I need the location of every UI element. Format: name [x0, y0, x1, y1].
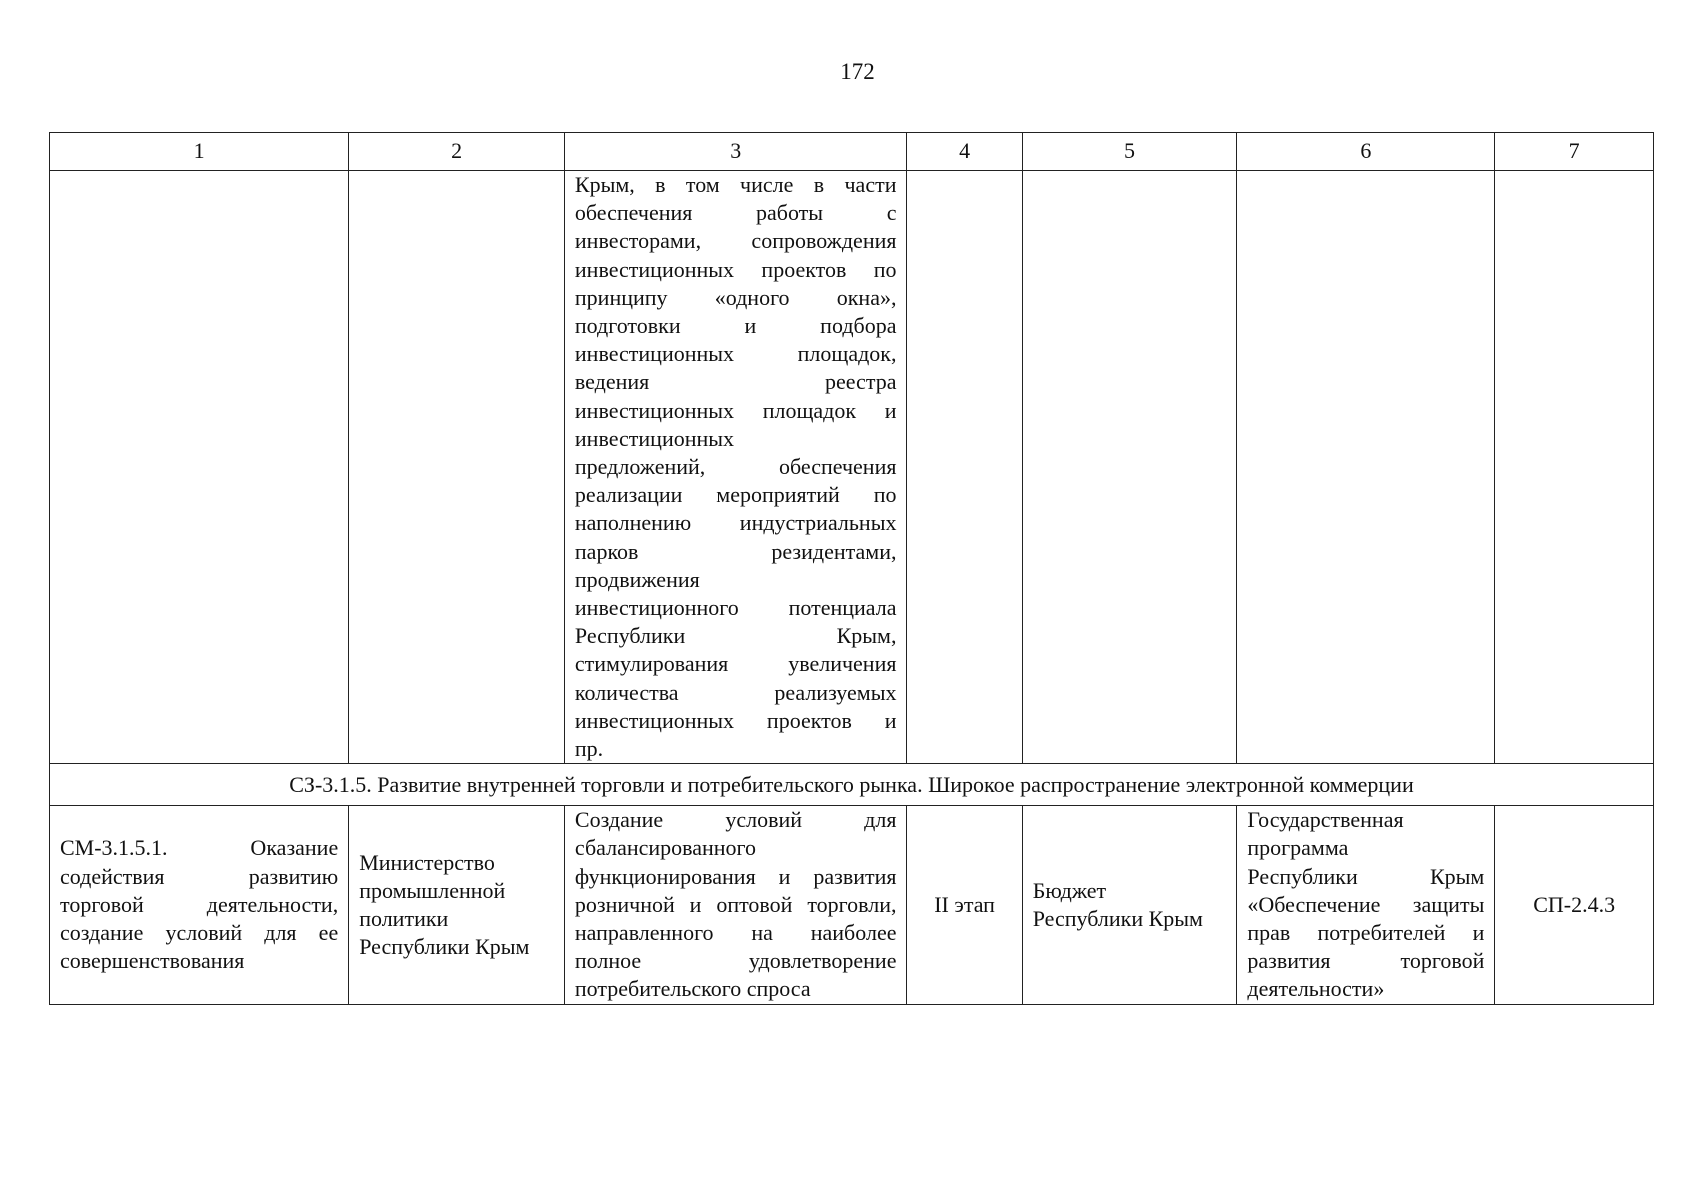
text-line: парков резидентами, — [574, 538, 897, 564]
text-line: ведения реестра — [574, 369, 897, 395]
continuation-cell-1 — [50, 171, 349, 764]
text-line: Республики Крым — [1247, 863, 1485, 889]
measure-name-cell — [50, 806, 349, 1004]
text-line: стимулирования увеличения — [574, 651, 897, 677]
text-line: политики — [359, 905, 449, 931]
measures-table — [49, 132, 1654, 1005]
text-line: инвестиционных проектов и — [574, 707, 897, 733]
section-row — [50, 764, 1654, 806]
column-number-7: 7 — [1495, 133, 1654, 171]
text-line: «Обеспечение защиты — [1247, 891, 1485, 917]
measure-row — [50, 806, 1654, 1004]
text-line: Республики Крым, — [574, 623, 897, 649]
page-number: 172 — [840, 59, 875, 84]
stage-cell: II этап — [907, 806, 1022, 1004]
text-line: обеспечения работы с — [574, 200, 897, 226]
reference-code-cell: СП-2.4.3 — [1495, 806, 1654, 1004]
continuation-row — [50, 171, 1654, 764]
column-number-1: 1 — [50, 133, 349, 171]
text-line: продвижения — [574, 566, 700, 592]
column-number-6: 6 — [1237, 133, 1495, 171]
text-line: создание условий для ее — [60, 920, 339, 946]
column-number-4: 4 — [907, 133, 1022, 171]
text-line: содействия развитию — [60, 863, 339, 889]
continuation-cell-7 — [1495, 171, 1654, 764]
text-line: инвесторами, сопровождения — [574, 228, 897, 254]
text-line: инвестиционных — [574, 425, 735, 451]
text-line: Министерство — [359, 849, 495, 875]
text-line: наполнению индустриальных — [574, 510, 897, 536]
text-line: количества реализуемых — [574, 679, 897, 705]
continuation-cell-3 — [564, 171, 907, 764]
text-line: программа — [1247, 835, 1349, 861]
text-line: Государственная — [1247, 807, 1404, 833]
text-line: направленного на наиболее — [574, 920, 897, 946]
section-title: СЗ-3.1.5. Развитие внутренней торговли и потребительского рынка. Широкое распространение электронной коммерции — [50, 764, 1654, 806]
text-line: потребительского спроса — [574, 976, 811, 1002]
expected-result-cell — [564, 806, 907, 1004]
text-line: развития торговой — [1247, 948, 1485, 974]
text-line: предложений, обеспечения — [574, 454, 897, 480]
text-line: полное удовлетворение — [574, 948, 897, 974]
text-line: инвестиционных площадок и — [574, 397, 897, 423]
text-line: реализации мероприятий по — [574, 482, 897, 508]
text-line: функционирования и развития — [574, 863, 897, 889]
text-line: торговой деятельности, — [60, 891, 339, 917]
text-line: розничной и оптовой торговли, — [574, 891, 897, 917]
funding-source-cell — [1022, 806, 1237, 1004]
program-cell — [1237, 806, 1495, 1004]
continuation-cell-5 — [1022, 171, 1237, 764]
text-line: Создание условий для — [574, 807, 897, 833]
text-line: совершенствования — [60, 948, 245, 974]
text-line: СМ-3.1.5.1. Оказание — [60, 835, 339, 861]
continuation-cell-2 — [349, 171, 565, 764]
column-number-3: 3 — [564, 133, 907, 171]
column-number-2: 2 — [349, 133, 565, 171]
text-line: инвестиционного потенциала — [574, 595, 897, 621]
text-line: инвестиционных проектов по — [574, 256, 897, 282]
column-number-row — [50, 133, 1654, 171]
text-line: сбалансированного — [574, 835, 757, 861]
text-line: Республики Крым — [359, 934, 530, 960]
text-line: инвестиционных площадок, — [574, 341, 897, 367]
text-line: Бюджет — [1032, 877, 1107, 903]
responsible-cell — [349, 806, 565, 1004]
text-line: прав потребителей и — [1247, 920, 1485, 946]
text-line: Республики Крым — [1032, 905, 1203, 931]
column-number-5: 5 — [1022, 133, 1237, 171]
continuation-cell-4 — [907, 171, 1022, 764]
text-line: принципу «одного окна», — [574, 284, 897, 310]
continuation-cell-6 — [1237, 171, 1495, 764]
text-line: деятельности» — [1247, 976, 1385, 1002]
text-line: Крым, в том числе в части — [574, 172, 897, 197]
text-line: промышленной — [359, 877, 506, 903]
text-line: пр. — [574, 736, 604, 762]
text-line: подготовки и подбора — [574, 313, 897, 339]
